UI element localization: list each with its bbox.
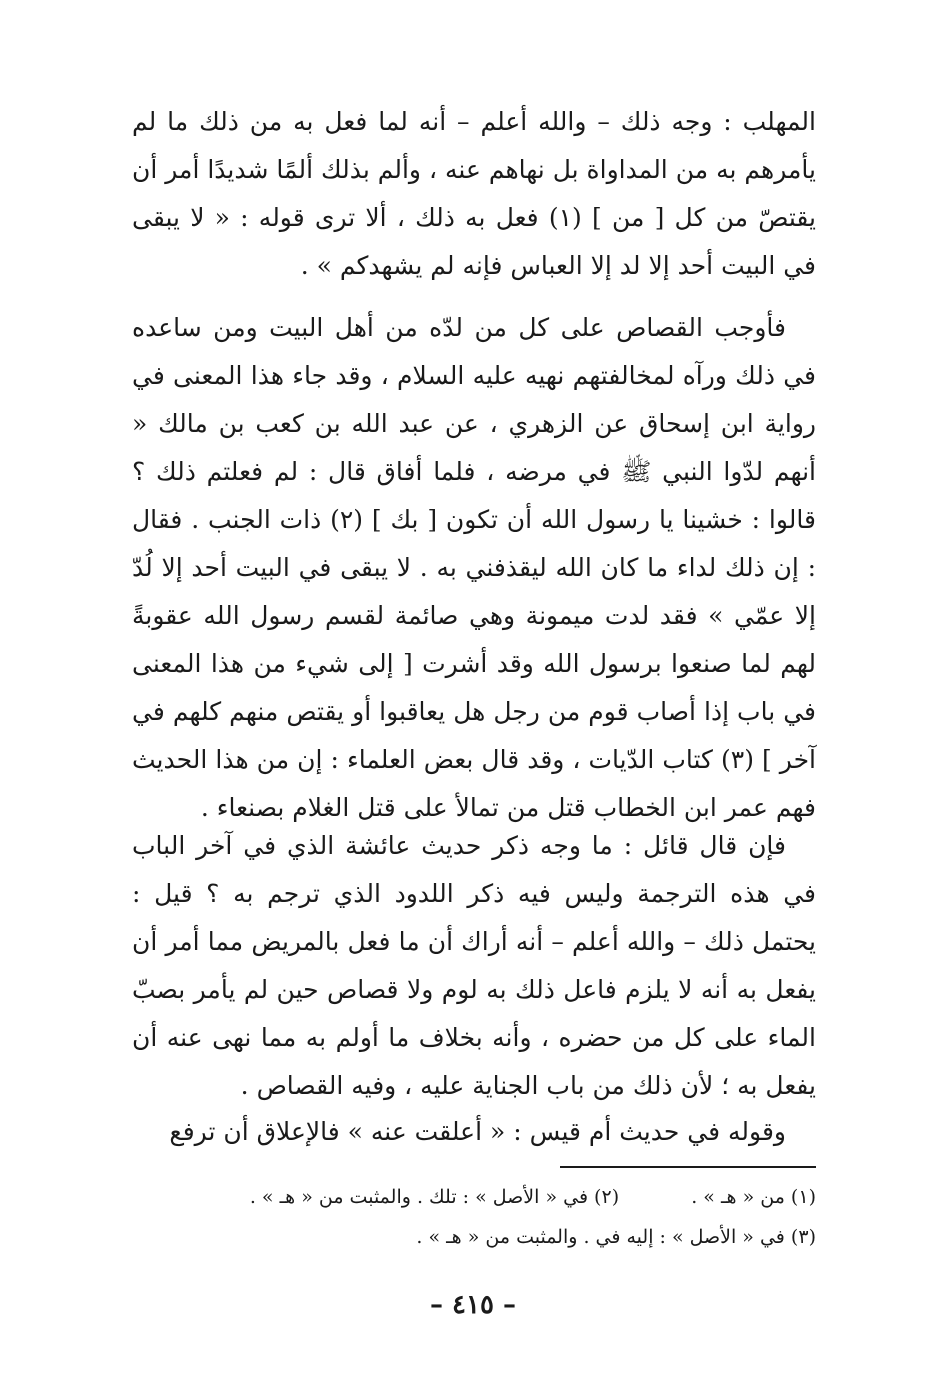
paragraph-2: فأوجب القصاص على كل من لدّه من أهل البيت ومن ساعده في ذلك ورآه لمخالفتهم نهيه عليه السلام ، وقد جاء هذا المعنى في رواية ابن إسحاق عن الزهري ، عن عبد الله بن كعب بن مالك « أنهم لدّوا النبي ﷺ في مرضه ، فلما أفاق قال : لم فعلتم ذلك ؟ قالوا : خشينا يا رسول الله أن تكون [ بك ] (٢) ذات الجنب . فقال : إن ذلك لداء ما كان الله ليقذفني به . لا يبقى في البيت أحد إلا لُدّ إلا عمّي » فقد لدت ميمونة وهي صائمة لقسم رسول الله عقوبةً لهم لما صنعوا برسول الله وقد أشرت [ إلى شيء من هذا المعنى في باب إذا أصاب قوم من رجل هل يعاقبوا أو يقتص منهم كلهم في آخر ] (٣) كتاب الدّيات ، وقد قال بعض العلماء : إن من هذا الحديث فهم عمر ابن الخطاب قتل من تمالأ على قتل الغلام بصنعاء .	[132, 313, 816, 822]
paragraph-4: وقوله في حديث أم قيس : « أعلقت عنه » فالإعلاق أن ترفع	[169, 1117, 786, 1146]
paragraph-1: المهلب : وجه ذلك – والله أعلم – أنه لما فعل به من ذلك ما لم يأمرهم به من المداواة بل نهاهم عنه ، وألم بذلك ألمًا شديدًا أمر أن يقتصّ من كل [ من ] (١) فعل به ذلك ، ألا ترى قوله : « لا يبقى في البيت أحد إلا لد إلا العباس فإنه لم يشهدكم » .	[132, 107, 817, 280]
footnotes-line-1	[132, 1178, 816, 1216]
page-number: – ٤١٥ –	[429, 1290, 517, 1320]
footnote-3: (٣) في « الأصل » : إليه في . والمثبت من « هـ » .	[416, 1226, 816, 1248]
footnotes-line-2	[132, 1218, 816, 1256]
footnote-1: (١) من « هـ » .	[691, 1186, 816, 1208]
footnote-divider	[560, 1166, 816, 1168]
paragraph-3: فإن قال قائل : ما وجه ذكر حديث عائشة الذي في آخر الباب في هذه الترجمة وليس فيه ذكر اللدود الذي ترجم به ؟ قيل : يحتمل ذلك – والله أعلم – أنه أراك أن ما فعل بالمريض مما أمر أن يفعل به أنه لا يلزم فاعل ذلك به لوم ولا قصاص حين لم يأمر بصبّ الماء على كل من حضره ، وأنه بخلاف ما أولم به مما نهى عنه أن يفعل به ؛ لأن ذلك من باب الجناية عليه ، وفيه القصاص .	[132, 831, 816, 1100]
footnote-2: (٢) في « الأصل » : تلك . والمثبت من « هـ » .	[249, 1186, 620, 1208]
